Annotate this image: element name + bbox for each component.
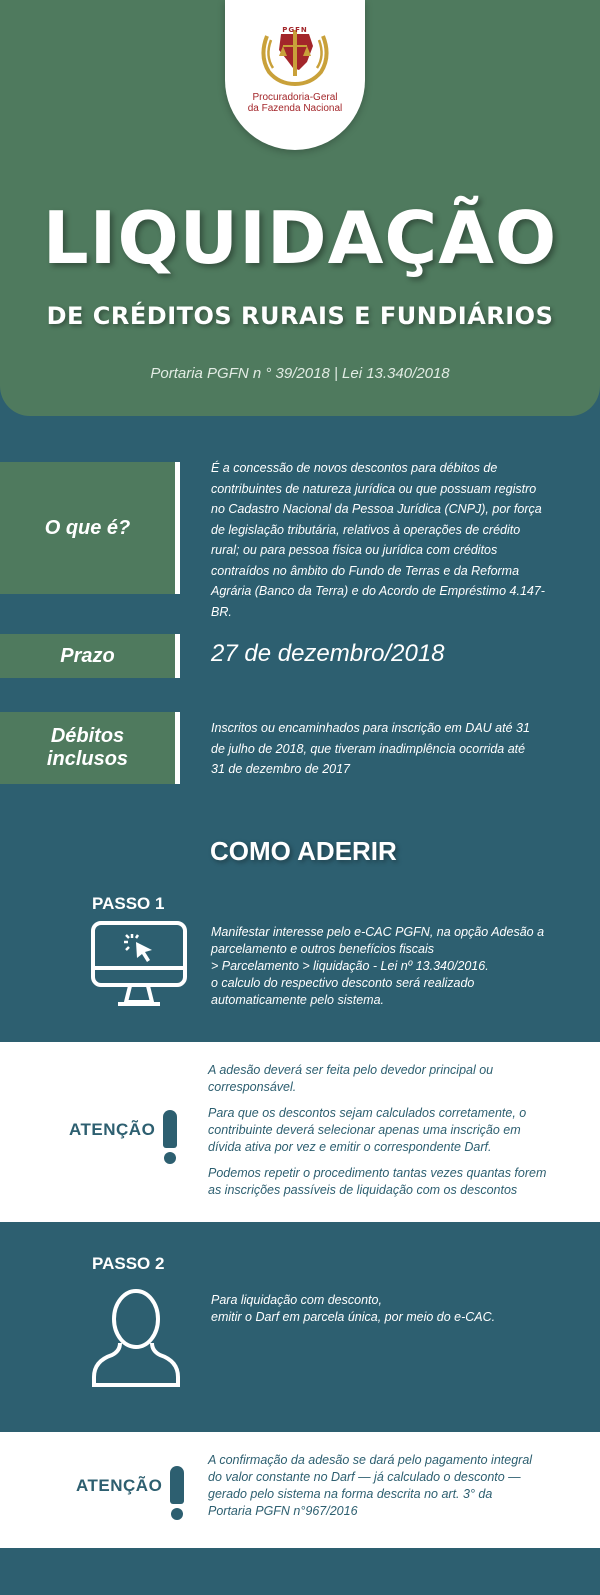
logo-card (225, 0, 365, 150)
user-icon (90, 1285, 182, 1389)
logo-name (233, 92, 357, 114)
passo2-label: PASSO 2 (92, 1254, 165, 1273)
atencao1-label: ATENÇÃO (69, 1120, 156, 1139)
debitos-label-line2: inclusos (46, 748, 129, 770)
passo1-line4: o calculo do respectivo desconto será realizado (211, 976, 475, 990)
atencao1-p1: A adesão deverá ser feita pelo devedor principal ou corresponsável. (208, 1063, 494, 1094)
prazo-text: 27 de dezembro/2018 (211, 640, 445, 667)
o-que-e-label: O que é? (0, 462, 180, 594)
atencao1-p3: Podemos repetir o procedimento tantas vezes quantas forem as inscrições passíveis de liquidação com os descontos (208, 1166, 547, 1197)
logo-name-line1: Procuradoria-Geral (252, 92, 338, 103)
passo2-text (211, 1292, 551, 1326)
passo1-label: PASSO 1 (92, 894, 165, 913)
debitos-label-line1: Débitos (50, 725, 125, 747)
passo2-line2: emitir o Darf em parcela única, por meio do e-CAC. (211, 1310, 496, 1324)
atencao1-text (208, 1062, 548, 1208)
atencao2-p1: A confirmação da adesão se dará pelo pagamento integral do valor constante no Darf — já calculado o desconto — gerado pelo sistema na forma descrita no art. 3° da Portaria PGFN n°967/2016 (208, 1453, 533, 1518)
page-subtitle: DE CRÉDITOS RURAIS E FUNDIÁRIOS (46, 302, 554, 330)
passo1-text (211, 924, 551, 1009)
header-banner (0, 0, 600, 416)
logo-acronym: PGFN (282, 26, 308, 34)
passo1-line5: automaticamente pelo sistema. (211, 993, 385, 1007)
debitos-label (0, 712, 180, 784)
computer-click-icon (90, 920, 188, 1010)
debitos-text: Inscritos ou encaminhados para inscrição em DAU até 31 de julho de 2018, que tiveram inadimplência ocorrida até 31 de dezembro de 2017 (211, 721, 530, 776)
atencao2-text (208, 1452, 538, 1529)
passo2-line1: Para liquidação com desconto, (211, 1293, 382, 1307)
passo1-line1: Manifestar interesse pelo e-CAC PGFN, na opção Adesão a (211, 925, 545, 939)
passo1-line3: > Parcelamento > liquidação - Lei nº 13.340/2016. (211, 959, 489, 973)
o-que-e-text: É a concessão de novos descontos para débitos de contribuintes de natureza jurídica ou que possuam registro no Cadastro Nacional da Pessoa Jurídica (CNPJ), por força de legislação tributária, relativos à operações de crédito rural; ou para pessoa física ou jurídica com créditos contraídos no âmbito do Fundo de Terras e da Reforma Agrária (Banco da Terra) e do Acordo de Empréstimo 4.147-BR. (211, 461, 545, 619)
atencao1-band (0, 1042, 600, 1222)
page-title: LIQUIDAÇÃO (42, 196, 558, 280)
legal-reference: Portaria PGFN n ° 39/2018 | Lei 13.340/2018 (150, 365, 450, 382)
atencao2-band (0, 1432, 600, 1548)
logo-name-line2: da Fazenda Nacional (247, 103, 343, 114)
atencao2-label: ATENÇÃO (76, 1476, 163, 1495)
prazo-label: Prazo (0, 634, 180, 678)
passo1-line2: parcelamento e outros benefícios fiscais (211, 942, 435, 956)
como-aderir-title: COMO ADERIR (210, 836, 397, 866)
atencao1-p2: Para que os descontos sejam calculados corretamente, o contribuinte deverá selecionar apenas uma inscrição em dívida ativa por vez e emitir o correspondente Darf. (208, 1106, 527, 1154)
